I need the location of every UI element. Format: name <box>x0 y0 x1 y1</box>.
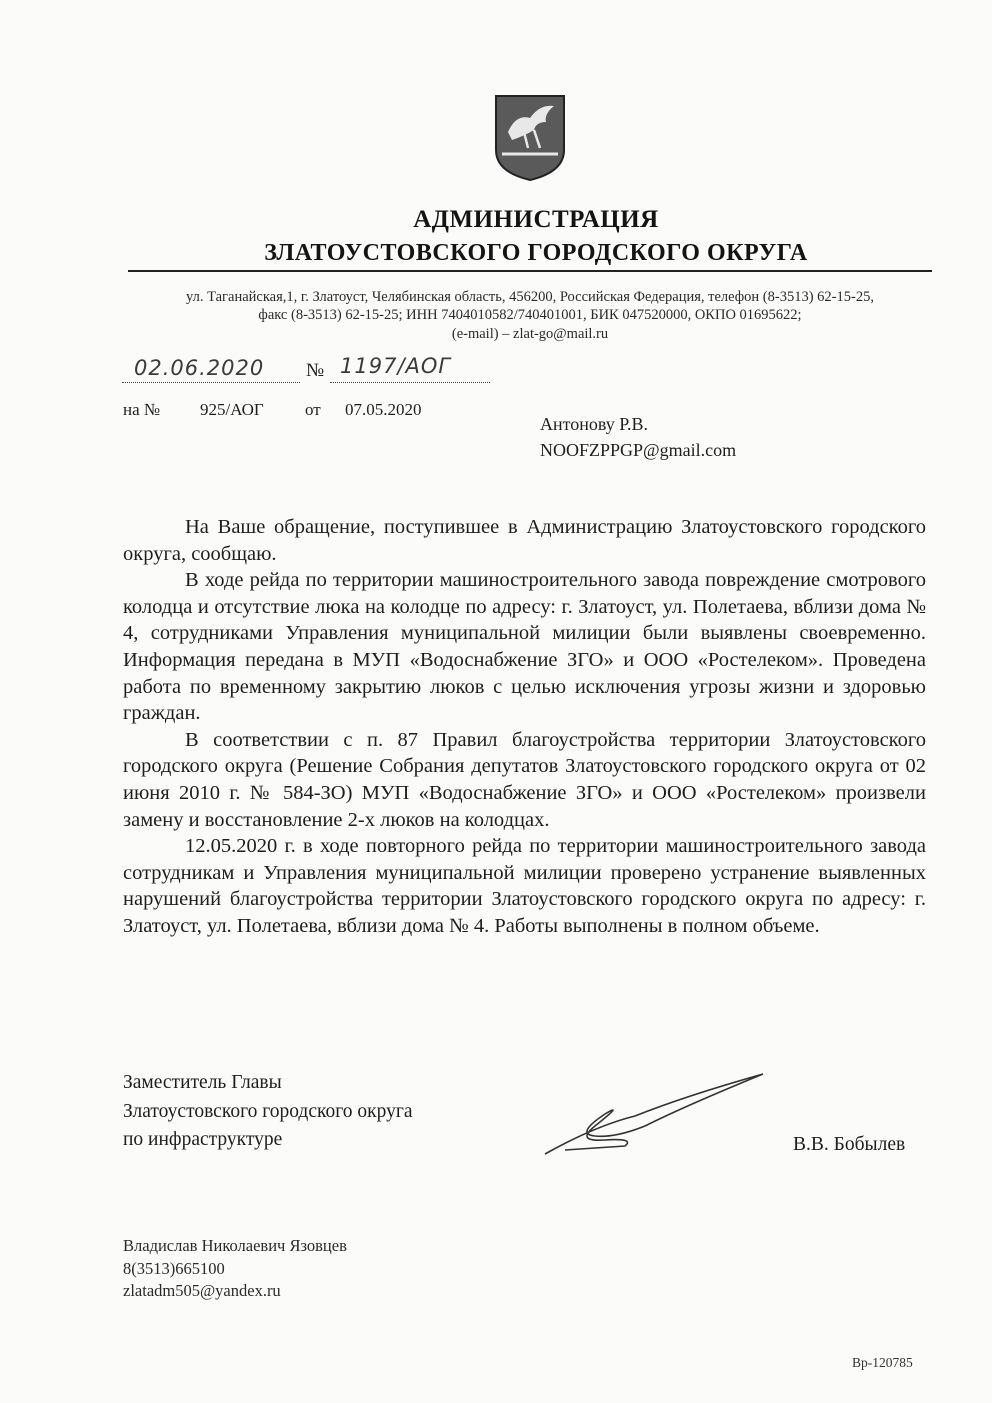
address-line3: (e-mail) – zlat-go@mail.ru <box>451 326 609 342</box>
ref-prefix: на № <box>123 400 161 419</box>
handwritten-signature <box>535 1066 775 1166</box>
executor-email: zlatadm505@yandex.ru <box>123 1281 281 1300</box>
org-title-line2: ЗЛАТОУСТОВСКОГО ГОРОДСКОГО ОКРУГА <box>264 240 808 266</box>
outgoing-date: 02.06.2020 <box>134 356 265 380</box>
recipient-name: Антонову Р.В. <box>540 414 649 434</box>
ref-from: от <box>305 400 321 419</box>
document-code: Вр-120785 <box>852 1355 913 1370</box>
address-line1: ул. Таганайская,1, г. Златоуст, Челябинская область, 456200, Российская Федерация, телефон (8-3513) 62-15-25, <box>186 289 874 305</box>
header-divider <box>128 270 932 272</box>
number-sign: № <box>306 360 325 381</box>
number-underline <box>330 382 490 383</box>
signer-position-line1: Заместитель Главы <box>123 1072 282 1093</box>
ref-date: 07.05.2020 <box>345 400 422 419</box>
paragraph: В ходе рейда по территории машиностроительного завода повреждение смотрового колодца и отсутствие люка на колодце по адресу: г. Златоуст, ул. Полетаева, вблизи дома № 4, сотрудниками Управления муниципальной милиции были выявлены своевременно. Информация передана в МУП «Водоснабжение ЗГО» и ООО «Ростелеком». Проведена работа по временному закрытию люков с целью исключения угрозы жизни и здоровью граждан. <box>123 569 926 725</box>
outgoing-number: 1197/АОГ <box>340 354 452 378</box>
org-title-line1: АДМИНИСТРАЦИЯ <box>413 206 659 233</box>
letter-body <box>123 514 926 940</box>
executor-name: Владислав Николаевич Язовцев <box>123 1236 347 1255</box>
coat-of-arms-icon <box>490 92 570 182</box>
date-underline <box>122 382 300 383</box>
address-line2: факс (8-3513) 62-15-25; ИНН 7404010582/740401001, БИК 047520000, ОКПО 01695622; <box>258 307 802 323</box>
executor-phone: 8(3513)665100 <box>123 1259 225 1278</box>
signer-name: В.В. Бобылев <box>793 1134 906 1155</box>
signer-position-line3: по инфраструктуре <box>123 1129 283 1150</box>
recipient-email: NOOFZPPGP@gmail.com <box>540 440 737 460</box>
signer-position-line2: Златоустовского городского округа <box>123 1101 413 1122</box>
paragraph: На Ваше обращение, поступившее в Администрацию Златоустовского городского округа, сообщаю. <box>123 516 926 565</box>
ref-number: 925/АОГ <box>200 400 264 419</box>
paragraph: 12.05.2020 г. в ходе повторного рейда по территории машиностроительного завода сотрудникам и Управления муниципальной милиции проверено устранение выявленных нарушений благоустройства территории Златоустовского городского округа по адресу: г. Златоуст, ул. Полетаева, вблизи дома № 4. Работы выполнены в полном объеме. <box>123 835 926 937</box>
paragraph: В соответствии с п. 87 Правил благоустройства территории Златоустовского городского округа (Решение Собрания депутатов Златоустовского городского округа от 02 июня 2010 г. № 584-ЗО) МУП «Водоснабжение ЗГО» и ООО «Ростелеком» произвели замену и восстановление 2-х люков на колодцах. <box>123 728 926 831</box>
